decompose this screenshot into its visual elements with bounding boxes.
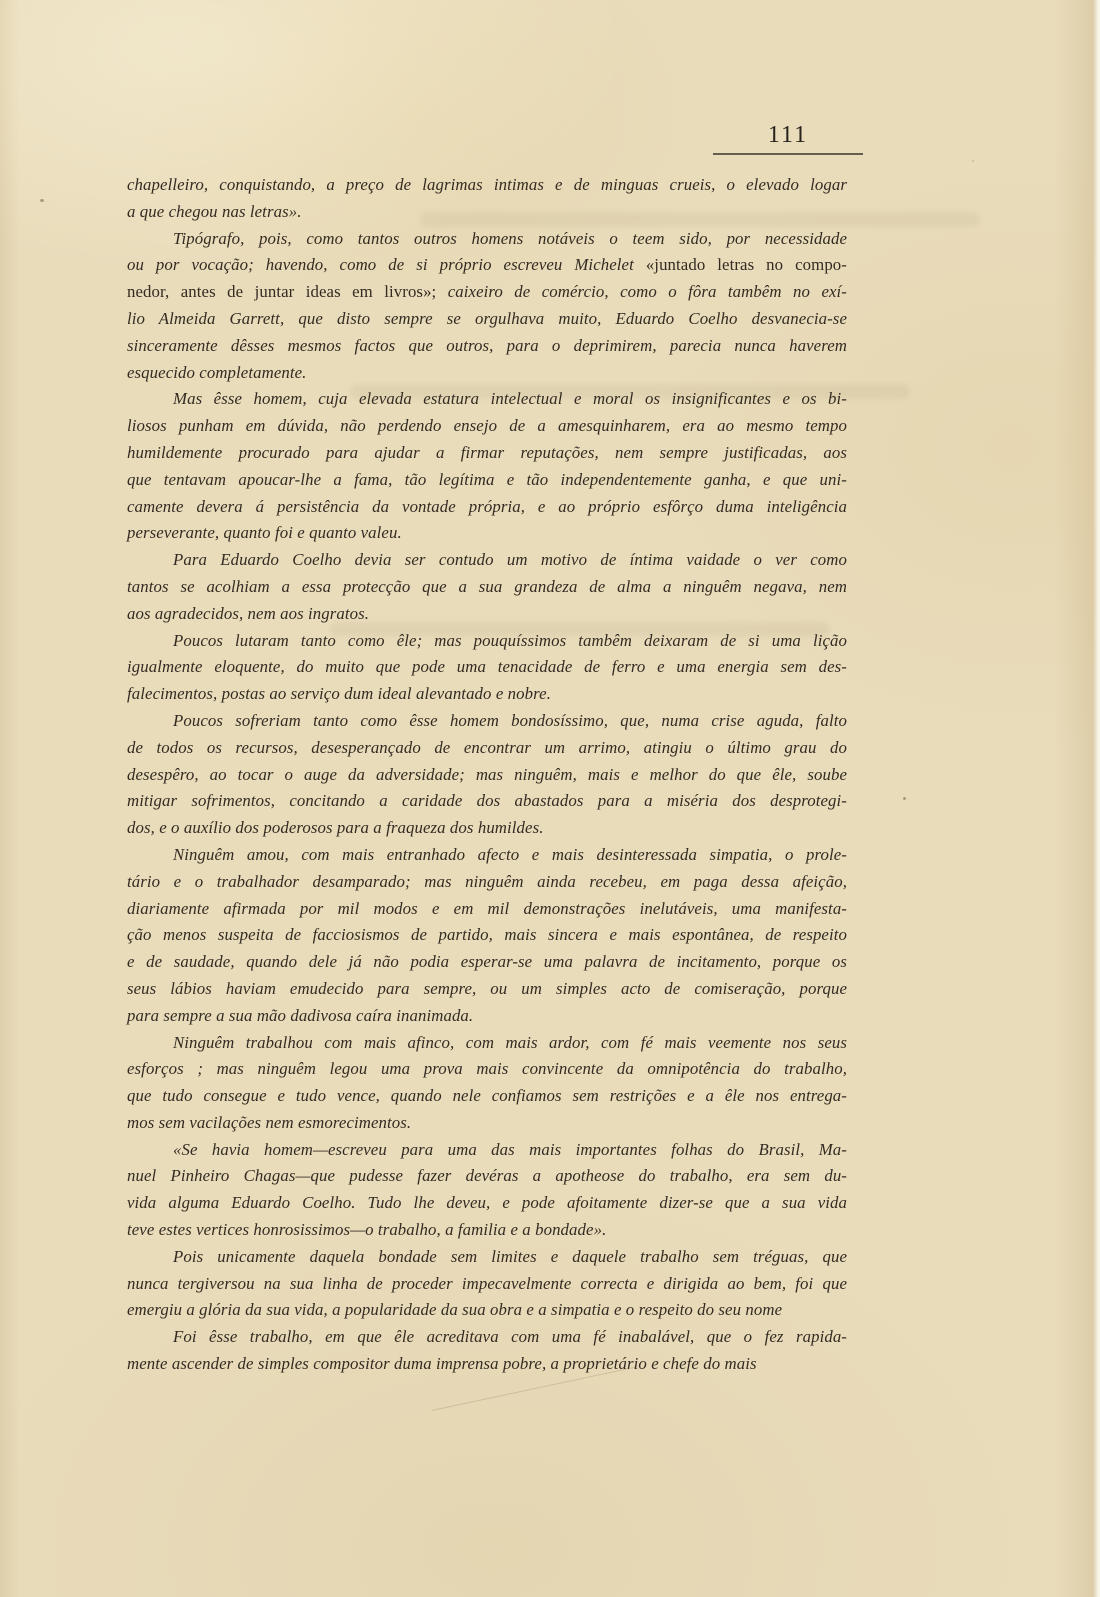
text-line bbox=[127, 1324, 847, 1351]
italic-text-segment: nuel Pinheiro Chagas—que pudesse fazer devéras a apotheose do trabalho, era sem du- bbox=[127, 1166, 847, 1186]
text-line bbox=[127, 976, 847, 1003]
italic-text-segment: liosos punham em dúvida, não perdendo ensejo de a amesquinharem, era ao mesmo tempo bbox=[127, 416, 847, 436]
text-line bbox=[127, 1030, 847, 1057]
text-line bbox=[127, 467, 847, 494]
italic-text-segment: que tentavam apoucar-lhe a fama, tão legítima e tão independentemente ganha, e que uni- bbox=[127, 469, 847, 489]
text-line bbox=[127, 1297, 847, 1324]
italic-text-segment: Para Eduardo Coelho devia ser contudo um motivo de íntima vaidade o ver como bbox=[173, 550, 847, 570]
italic-text-segment: Mas êsse homem, cuja elevada estatura intelectual e moral os insignificantes e os bi- bbox=[173, 389, 847, 409]
text-line bbox=[127, 842, 847, 869]
text-line bbox=[127, 1110, 847, 1137]
roman-text-segment: «juntado letras no compo- bbox=[645, 255, 847, 275]
page-number-rule bbox=[713, 153, 863, 155]
text-line bbox=[127, 1244, 847, 1271]
italic-text-segment: que tudo consegue e tudo vence, quando nele confiamos sem restrições e a êle nos entrega- bbox=[127, 1086, 847, 1106]
italic-text-segment: seus lábios haviam emudecido para sempre, ou um simples acto de comiseração, porque bbox=[127, 978, 847, 998]
text-line bbox=[127, 815, 847, 842]
italic-text-segment: caixeiro de comércio, como o fôra tambêm no exí- bbox=[447, 282, 848, 302]
text-line bbox=[127, 1003, 847, 1030]
text-line bbox=[127, 1271, 847, 1298]
text-line bbox=[127, 360, 847, 387]
italic-text-segment: de todos os recursos, desesperançado de encontrar um arrimo, atingiu o último grau do bbox=[127, 737, 847, 757]
text-line bbox=[127, 413, 847, 440]
italic-text-segment: mitigar sofrimentos, concitando a caridade dos abastados para a miséria dos desprotegi- bbox=[127, 791, 847, 811]
page-number: 111 bbox=[767, 122, 809, 148]
text-line bbox=[127, 735, 847, 762]
italic-text-segment: camente devera á persistência da vontade própria, e ao próprio esfôrço duma inteligência bbox=[127, 496, 847, 516]
italic-text-segment: Poucos lutaram tanto como êle; mas pouquíssimos tambêm deixaram de si uma lição bbox=[173, 630, 847, 650]
text-line bbox=[127, 1137, 847, 1164]
italic-text-segment: a que chegou nas letras». bbox=[127, 201, 302, 221]
italic-text-segment: teve estes vertices honrosissimos—o trabalho, a familia e a bondade». bbox=[127, 1220, 607, 1240]
text-line bbox=[127, 896, 847, 923]
italic-text-segment: humildemente procurado para ajudar a firmar reputações, nem sempre justificadas, aos bbox=[127, 442, 847, 462]
italic-text-segment: Foi êsse trabalho, em que êle acreditava com uma fé inabalável, que o fez rapida- bbox=[173, 1327, 847, 1347]
text-line bbox=[127, 574, 847, 601]
text-line bbox=[127, 386, 847, 413]
text-line bbox=[127, 520, 847, 547]
text-line bbox=[127, 440, 847, 467]
italic-text-segment: desespêro, ao tocar o auge da adversidade; mas ninguêm, mais e melhor do que êle, soube bbox=[127, 764, 847, 784]
text-line bbox=[127, 1163, 847, 1190]
italic-text-segment: falecimentos, postas ao serviço dum ideal alevantado e nobre. bbox=[127, 684, 551, 704]
text-line bbox=[127, 949, 847, 976]
italic-text-segment: dos, e o auxílio dos poderosos para a fraqueza dos humildes. bbox=[127, 818, 544, 838]
text-line bbox=[127, 1351, 847, 1378]
italic-text-segment: Ninguêm amou, com mais entranhado afecto e mais desinteressada simpatia, o prole- bbox=[173, 844, 847, 864]
italic-text-segment: perseverante, quanto foi e quanto valeu. bbox=[127, 523, 402, 543]
text-line bbox=[127, 1056, 847, 1083]
italic-text-segment: chapelleiro, conquistando, a preço de lagrimas intimas e de minguas crueis, o elevado logar bbox=[127, 175, 847, 194]
text-line bbox=[127, 869, 847, 896]
italic-text-segment: sinceramente dêsses mesmos factos que outros, para o deprimirem, parecia nunca haverem bbox=[127, 335, 847, 355]
text-line bbox=[127, 226, 847, 253]
italic-text-segment: ou por vocação; havendo, como de si próprio escreveu Michelet bbox=[127, 255, 646, 275]
text-line bbox=[127, 922, 847, 949]
italic-text-segment: diariamente afirmada por mil modos e em mil demonstrações inelutáveis, uma manifesta- bbox=[127, 898, 847, 918]
text-line bbox=[127, 1217, 847, 1244]
text-line bbox=[127, 252, 847, 279]
italic-text-segment: Poucos sofreriam tanto como êsse homem bondosíssimo, que, numa crise aguda, falto bbox=[173, 710, 847, 730]
text-line bbox=[127, 601, 847, 628]
italic-text-segment: mos sem vacilações nem esmorecimentos. bbox=[127, 1112, 412, 1132]
italic-text-segment: para sempre a sua mão dadivosa caíra inanimada. bbox=[127, 1005, 474, 1025]
paper-speck bbox=[972, 160, 974, 162]
text-line bbox=[127, 279, 847, 306]
text-line bbox=[127, 333, 847, 360]
italic-text-segment: igualmente eloquente, do muito que pode uma tenacidade de ferro e uma energia sem des- bbox=[127, 657, 847, 677]
italic-text-segment: vida alguma Eduardo Coelho. Tudo lhe deveu, e pode afoitamente dizer-se que a sua vida bbox=[127, 1193, 847, 1213]
text-line bbox=[127, 172, 847, 199]
text-line bbox=[127, 306, 847, 333]
italic-text-segment: lio Almeida Garrett, que disto sempre se orgulhava muito, Eduardo Coelho desvanecia-se bbox=[127, 308, 847, 328]
text-line bbox=[127, 547, 847, 574]
text-line bbox=[127, 1190, 847, 1217]
italic-text-segment: emergiu a glória da sua vida, a popularidade da sua obra e a simpatia e o respeito do seu nome bbox=[127, 1300, 783, 1320]
paper-speck bbox=[903, 797, 906, 800]
paper-speck bbox=[40, 199, 44, 202]
italic-text-segment: esforços ; mas ninguêm legou uma prova mais convincente da omnipotência do trabalho, bbox=[127, 1059, 847, 1079]
italic-text-segment: Pois unicamente daquela bondade sem limites e daquele trabalho sem tréguas, que bbox=[173, 1246, 847, 1266]
text-line bbox=[127, 628, 847, 655]
italic-text-segment: esquecido completamente. bbox=[127, 362, 307, 382]
text-line bbox=[127, 654, 847, 681]
italic-text-segment: Tipógrafo, pois, como tantos outros homens notáveis o teem sido, por necessidade bbox=[173, 228, 847, 248]
page-edge bbox=[1093, 0, 1100, 1597]
text-line bbox=[127, 681, 847, 708]
italic-text-segment: ção menos suspeita de facciosismos de partido, mais sincera e mais espontânea, de respeito bbox=[127, 925, 847, 945]
text-line bbox=[127, 1083, 847, 1110]
italic-text-segment: «Se havia homem—escreveu para uma das mais importantes folhas do Brasil, Ma- bbox=[173, 1139, 847, 1159]
italic-text-segment: nunca tergiversou na sua linha de proceder impecavelmente correcta e dirigida ao bem, foi que bbox=[127, 1273, 847, 1293]
roman-text-segment: nedor, antes de juntar ideas em livros»; bbox=[127, 282, 448, 302]
italic-text-segment: e de saudade, quando dele já não podia esperar-se uma palavra de incitamento, porque os bbox=[127, 952, 847, 972]
text-line bbox=[127, 494, 847, 521]
italic-text-segment: aos agradecidos, nem aos ingratos. bbox=[127, 603, 370, 623]
text-block bbox=[127, 172, 847, 1378]
italic-text-segment: mente ascender de simples compositor duma imprensa pobre, a proprietário e chefe do mais bbox=[127, 1354, 757, 1374]
italic-text-segment: tário e o trabalhador desamparado; mas ninguêm ainda recebeu, em paga dessa afeição, bbox=[127, 871, 847, 891]
italic-text-segment: tantos se acolhiam a essa protecção que a sua grandeza de alma a ninguêm negava, nem bbox=[127, 576, 847, 596]
text-line bbox=[127, 788, 847, 815]
italic-text-segment: Ninguêm trabalhou com mais afinco, com mais ardor, com fé mais veemente nos seus bbox=[173, 1032, 847, 1052]
text-line bbox=[127, 762, 847, 789]
text-line bbox=[127, 199, 847, 226]
text-line bbox=[127, 708, 847, 735]
